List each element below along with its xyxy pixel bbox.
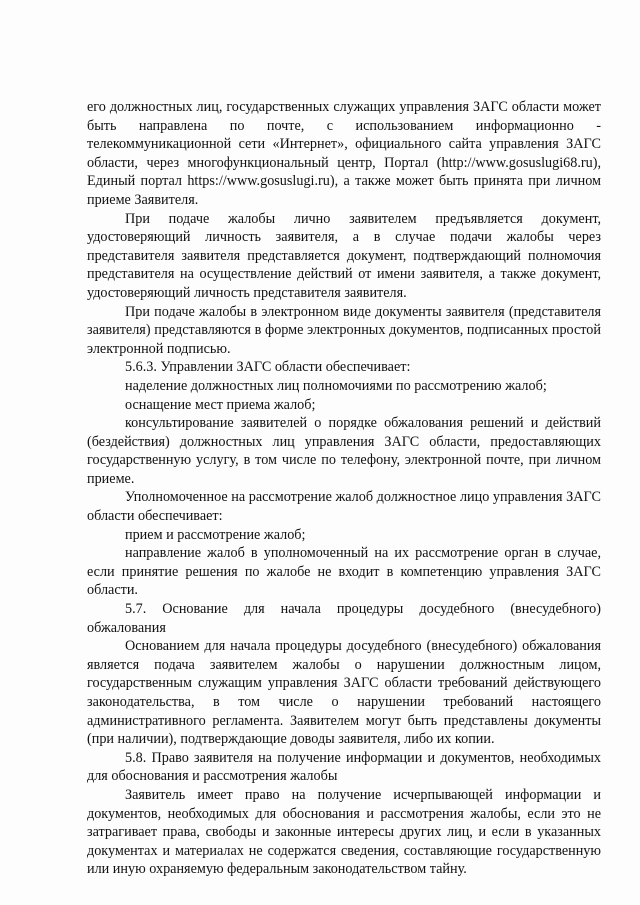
clause-5-6-3: 5.6.3. Управлении ЗАГС области обеспечивает: xyxy=(125,359,411,376)
paragraph-grounds: Основанием для начала процедуры досудебного (внесудебного) обжалования является подача заявителем жалобы о нарушении должностным лицом, государственным служащим управления ЗАГС области требований действующего законодательства, в том числе о нарушении требований настоящего административного регламента. Заявителем могут быть представлены документы (при наличии), подтверждающие доводы заявителя, либо их копии. xyxy=(87,638,601,748)
clause-5-8-heading: 5.8. Право заявителя на получение информации и документов, необходимых для обоснования и рассмотрения жалобы xyxy=(87,749,601,785)
paragraph-authorized-official: Уполномоченное на рассмотрение жалоб должностное лицо управления ЗАГС области обеспечивает: xyxy=(87,489,601,525)
list-item-consulting: консультирование заявителей о порядке обжалования решений и действий (бездействия) должностных лиц управления ЗАГС области, предоставляющих государственную услугу, в том числе по телефону, электронной почте, при личном приеме. xyxy=(87,415,601,487)
list-item-reception: прием и рассмотрение жалоб; xyxy=(125,526,306,543)
list-item-authority: наделение должностных лиц полномочиями по рассмотрению жалоб; xyxy=(125,377,547,394)
document-body xyxy=(87,98,601,879)
paragraph-personal-submission: При подаче жалобы лично заявителем предъявляется документ, удостоверяющий личность заявителя, а в случае подачи жалобы через представителя заявителя представляется документ, подтверждающий полномочия представителя на осуществление действий от имени заявителя, а также документ, удостоверяющий личность представителя заявителя. xyxy=(87,210,601,301)
paragraph-electronic-submission: При подаче жалобы в электронном виде документы заявителя (представителя заявителя) представляются в форме электронных документов, подписанных простой электронной подписью. xyxy=(87,303,601,357)
paragraph-right-to-information: Заявитель имеет право на получение исчерпывающей информации и документов, необходимых для обоснования и рассмотрения жалобы, если это не затрагивает права, свободы и законные интересы других лиц, и если в указанных документах и материалах не содержатся сведения, составляющие государственную или иную охраняемую федеральным законодательством тайну. xyxy=(87,786,601,878)
list-item-forwarding: направление жалоб в уполномоченный на их рассмотрение орган в случае, если принятие решения по жалобе не входит в компетенцию управления ЗАГС области. xyxy=(87,545,601,599)
clause-5-7-heading: 5.7. Основание для начала процедуры досудебного (внесудебного) обжалования xyxy=(87,601,601,636)
list-item-equipment: оснащение мест приема жалоб; xyxy=(125,396,316,413)
paragraph-complaint-channels: его должностных лиц, государственных служащих управления ЗАГС области может быть направлена по почте, с использованием информационно - телекоммуникационной сети «Интернет», официального сайта управления ЗАГС области, через многофункциональный центр, Портал (http://www.gosuslugi68.ru), Единый портал https://www.gosuslugi.ru), а также может быть принята при личном приеме Заявителя. xyxy=(87,99,601,208)
